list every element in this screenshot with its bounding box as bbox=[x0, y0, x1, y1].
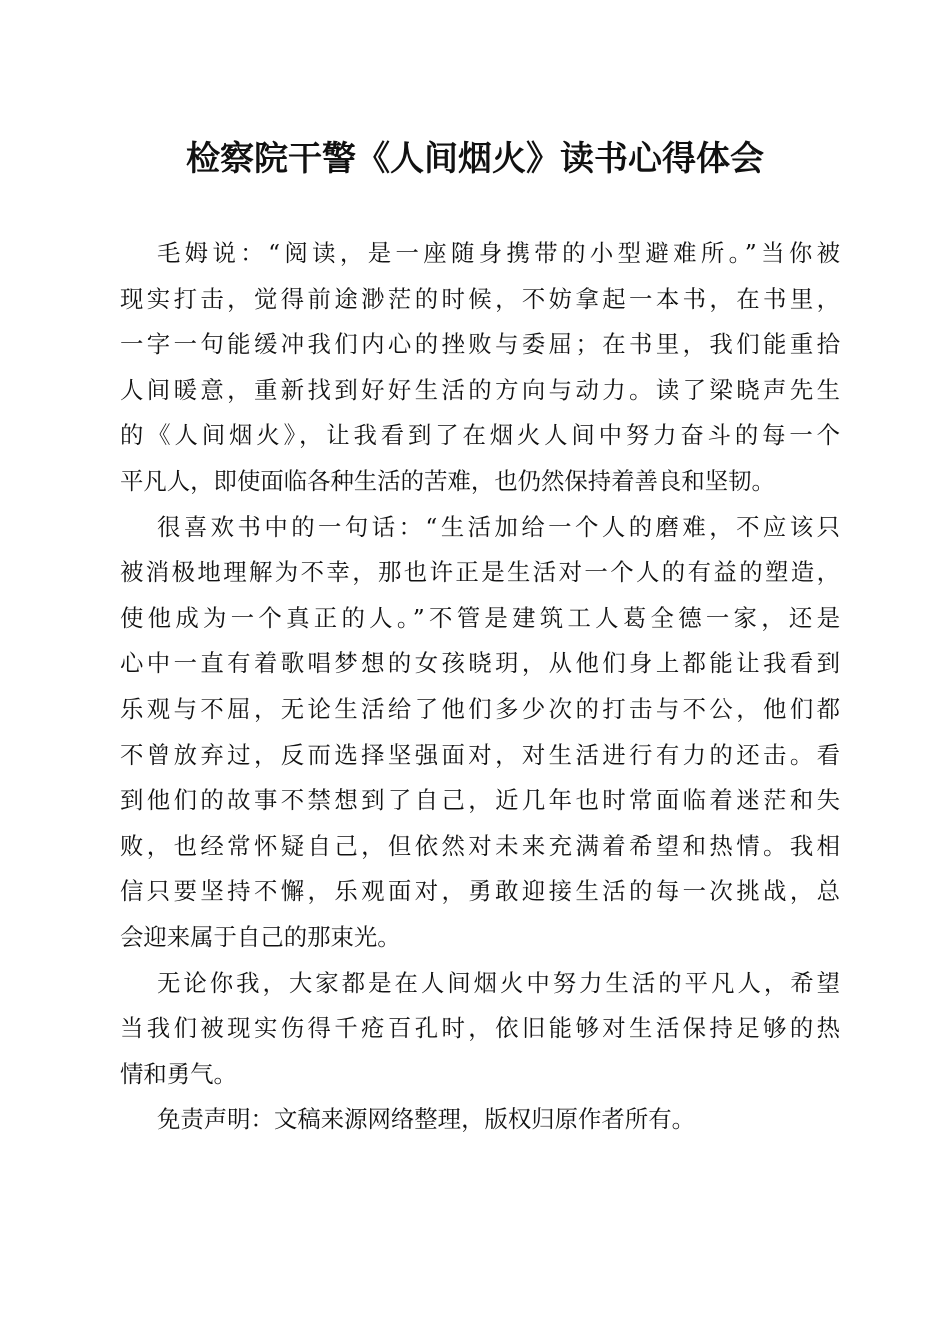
text-line: 毛姆说：“阅读，是一座随身携带的小型避难所。”当你被 bbox=[157, 239, 840, 267]
text-line: 心中一直有着歌唱梦想的女孩晓玥，从他们身上都能让我看到 bbox=[120, 649, 840, 678]
text-line: 现实打击，觉得前途渺茫的时候，不妨拿起一本书，在书里， bbox=[120, 284, 840, 313]
text-line: 乐观与不屈，无论生活给了他们多少次的打击与不公，他们都 bbox=[120, 694, 840, 723]
text-line: 信只要坚持不懈，乐观面对，勇敢迎接生活的每一次挑战，总 bbox=[120, 877, 840, 906]
paragraph-1 bbox=[120, 231, 840, 505]
paragraph-3 bbox=[120, 961, 840, 1098]
document-title: 检察院干警《人间烟火》读书心得体会 bbox=[186, 139, 764, 179]
disclaimer-text: 免责声明：文稿来源网络整理，版权归原作者所有。 bbox=[157, 1105, 695, 1134]
text-line: 当我们被现实伤得千疮百孔时，依旧能够对生活保持足够的热 bbox=[120, 1014, 840, 1043]
text-line: 平凡人，即使面临各种生活的苦难，也仍然保持着善良和坚韧。 bbox=[120, 466, 775, 495]
text-line: 到他们的故事不禁想到了自己，近几年也时常面临着迷茫和失 bbox=[120, 786, 840, 815]
text-line: 使他成为一个真正的人。”不管是建筑工人葛全德一家，还是 bbox=[120, 603, 840, 632]
text-line: 不曾放弃过，反而选择坚强面对，对生活进行有力的还击。看 bbox=[120, 740, 840, 769]
disclaimer-paragraph bbox=[120, 1097, 840, 1143]
text-line: 会迎来属于自己的那束光。 bbox=[120, 922, 401, 951]
paragraph-2 bbox=[120, 505, 840, 961]
text-line: 败，也经常怀疑自己，但依然对未来充满着希望和热情。我相 bbox=[120, 831, 840, 860]
text-line: 的《人间烟火》，让我看到了在烟火人间中努力奋斗的每一个 bbox=[120, 421, 840, 450]
text-line: 情和勇气。 bbox=[120, 1059, 237, 1088]
text-line: 无论你我，大家都是在人间烟火中努力生活的平凡人，希望 bbox=[157, 968, 840, 997]
text-line: 很喜欢书中的一句话：“生活加给一个人的磨难，不应该只 bbox=[157, 512, 840, 541]
text-line: 被消极地理解为不幸，那也许正是生活对一个人的有益的塑造， bbox=[120, 558, 840, 587]
text-line: 一字一句能缓冲我们内心的挫败与委屈；在书里，我们能重拾 bbox=[120, 330, 840, 359]
document-body bbox=[120, 231, 840, 1143]
text-line: 人间暖意，重新找到好好生活的方向与动力。读了梁晓声先生 bbox=[120, 375, 840, 404]
